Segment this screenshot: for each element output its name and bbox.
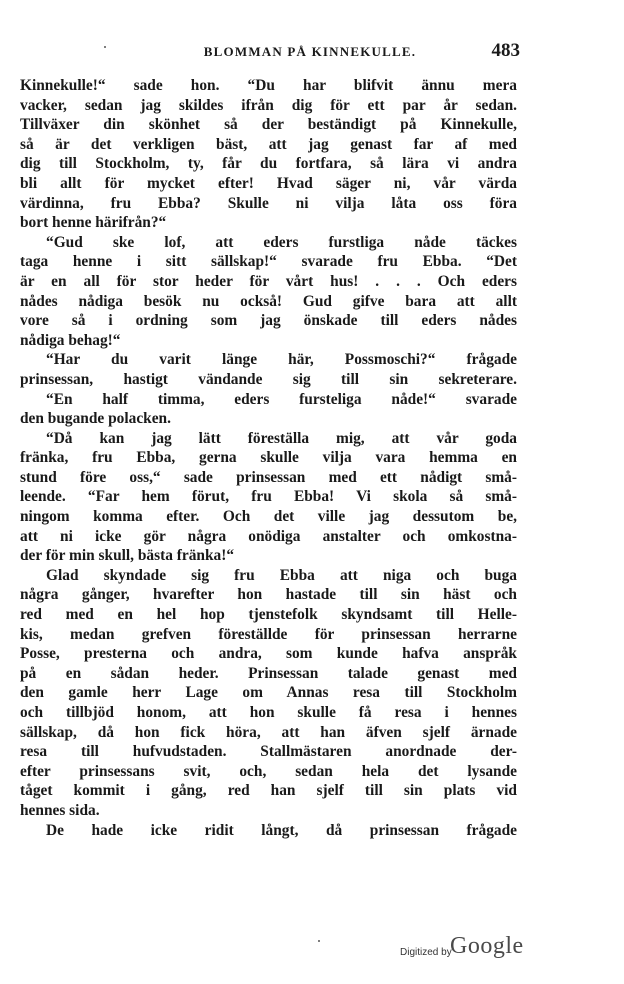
text-line: några gånger, hvarefter hon hastade till sin häst och [20, 586, 517, 604]
google-logo: Google [450, 933, 524, 959]
text-line: efter prinsessans svit, och, sedan hela det lysande [20, 762, 517, 780]
digitized-watermark [400, 935, 540, 965]
text-line: ningom komma efter. Och det ville jag dessutom be, [20, 508, 517, 526]
print-speck [318, 940, 320, 942]
text-line: leende. “Far hem förut, fru Ebba! Vi skola så små- [20, 488, 517, 506]
text-line: bort henne härifrån?“ [20, 214, 167, 232]
text-line: den bugande polacken. [20, 410, 171, 428]
text-line: hennes sida. [20, 801, 100, 819]
text-line: stund före oss,“ sade prinsessan med ett nådigt små- [20, 468, 517, 486]
text-line: taga henne i sitt sällskap!“ svarade fru Ebba. “Det [20, 253, 517, 271]
text-line: “En half timma, eders fursteliga nåde!“ svarade [46, 390, 517, 408]
text-line: De hade icke ridit långt, då prinsessan frågade [46, 821, 517, 839]
text-line: resa till hufvudstaden. Stallmästaren anordnade der- [20, 743, 517, 761]
text-line: och tillbjöd honom, att hon skulle få resa i hennes [20, 704, 517, 721]
body-text [20, 76, 517, 840]
text-line: nådiga behag!“ [20, 331, 121, 349]
text-line: den gamle herr Lage om Annas resa till Stockholm [20, 684, 517, 702]
text-line: fränka, fru Ebba, gerna skulle vilja vara hemma en [20, 449, 517, 467]
text-line: Posse, presterna och andra, som kunde hafva anspråk [20, 645, 517, 663]
text-line: prinsessan, hastigt vändande sig till sin sekreterare. [20, 370, 517, 388]
text-line: är en all för stor heder för vårt hus! . . . Och eders [20, 272, 517, 290]
text-line: så är det verkligen bäst, att jag genast far af med [20, 135, 517, 153]
text-line: på en sådan heder. Prinsessan talade genast med [20, 664, 517, 682]
text-line: “Har du varit länge här, Possmoschi?“ frågade [46, 351, 517, 369]
text-line: vore så i ordning som jag önskade till eders nådes [20, 312, 517, 330]
text-line: nådes nådiga besök nu också! Gud gifve bara att allt [20, 292, 517, 310]
text-line: “Gud ske lof, att eders furstliga nåde täckes [46, 233, 517, 251]
text-line: kis, medan grefven föreställde för prinsessan herrarne [20, 625, 517, 643]
page-number: 483 [491, 40, 520, 61]
text-line: dig till Stockholm, ty, får du fortfara, så lära vi andra [20, 155, 517, 173]
print-speck [104, 46, 106, 48]
text-line: värdinna, fru Ebba? Skulle ni vilja låta oss föra [20, 194, 517, 212]
text-line: att ni icke gör några onödiga anstalter och omkostna- [20, 527, 517, 545]
text-line: vacker, sedan jag skildes ifrån dig för ett par år sedan. [20, 96, 517, 114]
text-line: der för min skull, bästa fränka!“ [20, 547, 235, 565]
text-line: tåget kommit i gång, red han sjelf till sin plats vid [20, 782, 517, 800]
running-head: BLOMMAN PÅ KINNEKULLE. [203, 44, 417, 59]
text-line: red med en hel hop tjenstefolk skyndsamt till Helle- [20, 606, 517, 624]
text-line: “Då kan jag lätt föreställa mig, att vår goda [46, 429, 517, 447]
text-line: bli allt för mycket efter! Hvad säger ni, vår värda [20, 174, 517, 192]
page-header [20, 42, 600, 66]
text-line: Glad skyndade sig fru Ebba att niga och buga [46, 566, 517, 584]
text-line: sällskap, då hon fick höra, att han äfven sjelf ärnade [20, 723, 517, 741]
text-line: Kinnekulle!“ sade hon. “Du har blifvit ännu mera [20, 77, 517, 94]
watermark-prefix: Digitized by [400, 947, 452, 958]
text-line: Tillväxer din skönhet så der beständigt på Kinnekulle, [20, 116, 517, 134]
